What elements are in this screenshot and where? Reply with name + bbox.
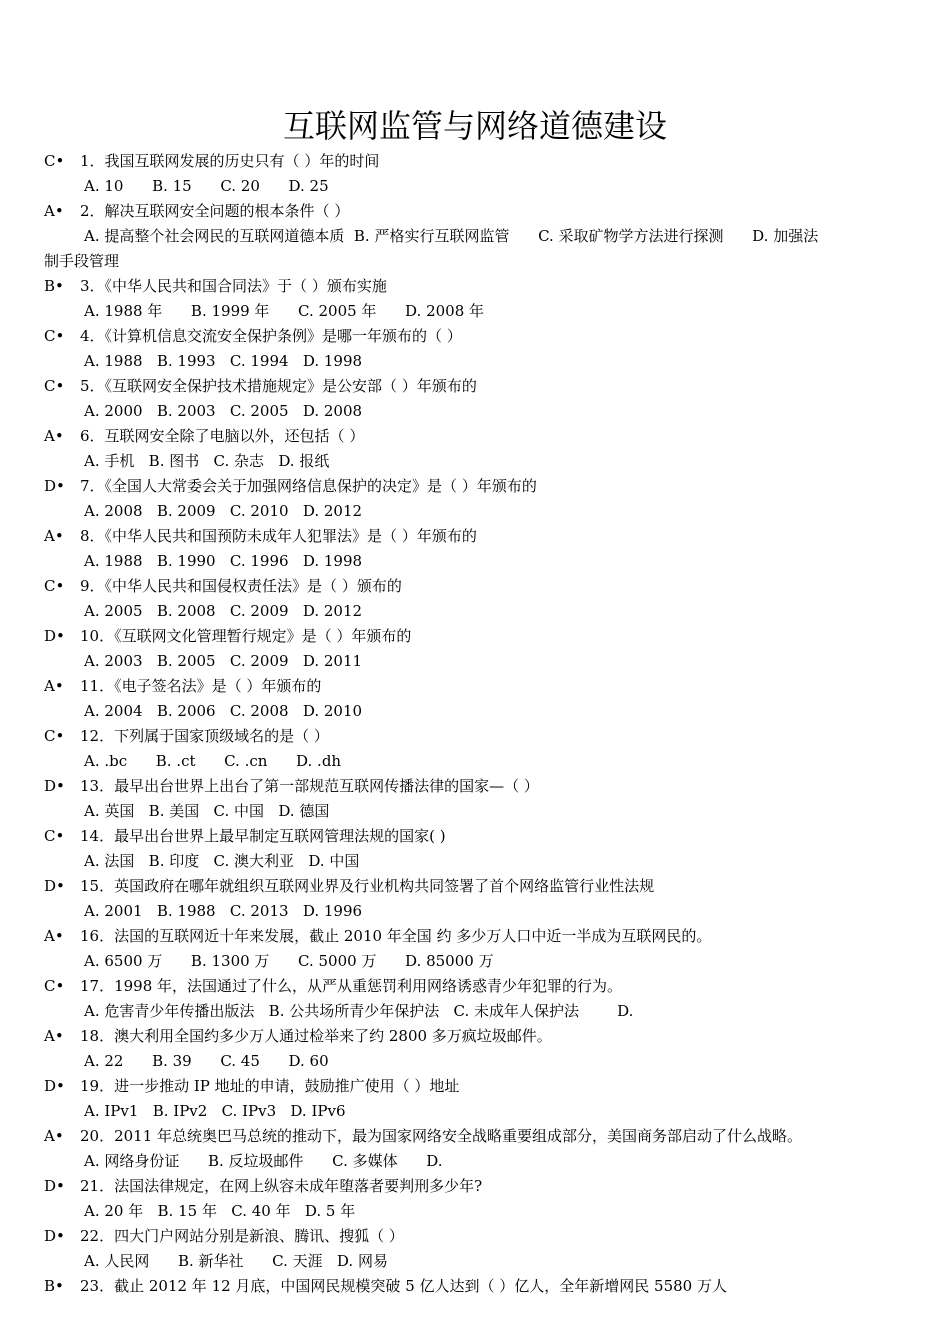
question-line	[44, 624, 910, 649]
question-options	[44, 899, 910, 924]
question-item	[44, 724, 910, 774]
question-line	[44, 1274, 910, 1299]
options-continuation: 制手段管理	[44, 252, 120, 270]
question-line	[44, 1024, 910, 1049]
question-line	[44, 674, 910, 699]
question-item	[44, 974, 910, 1024]
question-options	[44, 1249, 910, 1274]
question-text: 18．澳大利用全国约多少万人通过检举来了约 2800 多万疯垃圾邮件。	[80, 1027, 552, 1045]
question-item	[44, 324, 910, 374]
question-options	[44, 599, 910, 624]
answer-marker: C•	[44, 827, 65, 845]
question-line	[44, 874, 910, 899]
answer-marker: C•	[44, 152, 65, 170]
question-item	[44, 874, 910, 924]
question-item	[44, 199, 910, 274]
question-item	[44, 674, 910, 724]
answer-marker: A•	[44, 927, 64, 945]
options-text: A. 法国 B. 印度 C. 澳大利亚 D. 中国	[84, 852, 360, 870]
answer-marker: A•	[44, 677, 64, 695]
options-text: A. 6500 万 B. 1300 万 C. 5000 万 D. 85000 万	[84, 952, 494, 970]
question-line	[44, 1074, 910, 1099]
question-line	[44, 1124, 910, 1149]
question-line	[44, 524, 910, 549]
answer-marker: D•	[44, 627, 65, 645]
question-options	[44, 1199, 910, 1224]
question-list	[44, 149, 910, 1299]
answer-marker: D•	[44, 1227, 65, 1245]
question-item	[44, 1274, 910, 1299]
question-options	[44, 1149, 910, 1174]
question-text: 16．法国的互联网近十年来发展，截止 2010 年全国 约 多少万人口中近一半成为互联网民的。	[80, 927, 712, 945]
options-text: A. 危害青少年传播出版法 B. 公共场所青少年保护法 C. 未成年人保护法 D.	[84, 1002, 634, 1020]
question-item	[44, 774, 910, 824]
question-text: 17．1998 年，法国通过了什么，从严从重惩罚利用网络诱惑青少年犯罪的行为。	[80, 977, 623, 995]
question-line	[44, 149, 910, 174]
question-text: 11．《电子签名法》是（ ）年颁布的	[80, 677, 322, 695]
question-item	[44, 1224, 910, 1274]
question-line	[44, 474, 910, 499]
question-options	[44, 1049, 910, 1074]
question-text: 13．最早出台世界上出台了第一部规范互联网传播法律的国家—（ ）	[80, 777, 539, 795]
question-item	[44, 574, 910, 624]
question-line	[44, 974, 910, 999]
question-options	[44, 174, 910, 199]
question-options	[44, 449, 910, 474]
question-options	[44, 399, 910, 424]
options-text: A. IPv1 B. IPv2 C. IPv3 D. IPv6	[84, 1102, 346, 1120]
question-options	[44, 499, 910, 524]
question-text: 19．进一步推动 IP 地址的申请，鼓励推广使用（ ）地址	[80, 1077, 460, 1095]
question-line	[44, 774, 910, 799]
question-line	[44, 424, 910, 449]
answer-marker: C•	[44, 577, 65, 595]
options-text: A. 1988 年 B. 1999 年 C. 2005 年 D. 2008 年	[84, 302, 485, 320]
question-text: 2．解决互联网安全问题的根本条件（ ）	[80, 202, 350, 220]
answer-marker: D•	[44, 1077, 65, 1095]
question-item	[44, 824, 910, 874]
question-item	[44, 274, 910, 324]
question-options	[44, 749, 910, 774]
answer-marker: C•	[44, 377, 65, 395]
question-text: 7．《全国人大常委会关于加强网络信息保护的决定》是（ ）年颁布的	[80, 477, 537, 495]
question-text: 22．四大门户网站分别是新浪、腾讯、搜狐（ ）	[80, 1227, 404, 1245]
options-text: A. 2000 B. 2003 C. 2005 D. 2008	[84, 402, 363, 420]
answer-marker: D•	[44, 777, 65, 795]
question-options	[44, 649, 910, 674]
question-options	[44, 949, 910, 974]
question-line	[44, 824, 910, 849]
options-text: A. 2003 B. 2005 C. 2009 D. 2011	[84, 652, 363, 670]
answer-marker: D•	[44, 1177, 65, 1195]
question-item	[44, 474, 910, 524]
answer-marker: C•	[44, 327, 65, 345]
question-line	[44, 724, 910, 749]
question-text: 14．最早出台世界上最早制定互联网管理法规的国家( )	[80, 827, 446, 845]
question-options	[44, 549, 910, 574]
question-item	[44, 374, 910, 424]
question-text: 8．《中华人民共和国预防未成年人犯罪法》是（ ）年颁布的	[80, 527, 477, 545]
question-line	[44, 374, 910, 399]
answer-marker: B•	[44, 1277, 64, 1295]
question-options	[44, 349, 910, 374]
question-text: 23．截止 2012 年 12 月底，中国网民规模突破 5 亿人达到（ ）亿人，全年新增网民 5580 万人	[80, 1277, 727, 1295]
question-item	[44, 624, 910, 674]
options-text: A. 1988 B. 1990 C. 1996 D. 1998	[84, 552, 363, 570]
question-item	[44, 1174, 910, 1224]
options-text: A. .bc B. .ct C. .cn D. .dh	[84, 752, 342, 770]
answer-marker: B•	[44, 277, 64, 295]
question-item	[44, 1074, 910, 1124]
answer-marker: A•	[44, 427, 64, 445]
answer-marker: D•	[44, 877, 65, 895]
question-item	[44, 149, 910, 199]
question-options	[44, 999, 910, 1024]
question-text: 6．互联网安全除了电脑以外，还包括（ ）	[80, 427, 365, 445]
options-text: A. 手机 B. 图书 C. 杂志 D. 报纸	[84, 452, 330, 470]
question-text: 12．下列属于国家顶级域名的是（ ）	[80, 727, 329, 745]
question-line	[44, 924, 910, 949]
question-text: 5．《互联网安全保护技术措施规定》是公安部（ ）年颁布的	[80, 377, 477, 395]
question-line	[44, 1174, 910, 1199]
question-text: 20．2011 年总统奥巴马总统的推动下，最为国家网络安全战略重要组成部分，美国商务部启动了什么战略。	[80, 1127, 803, 1145]
question-options	[44, 699, 910, 724]
question-item	[44, 1124, 910, 1174]
question-text: 15．英国政府在哪年就组织互联网业界及行业机构共同签署了首个网络监管行业性法规	[80, 877, 655, 895]
options-text: A. 10 B. 15 C. 20 D. 25	[84, 177, 329, 195]
question-line	[44, 574, 910, 599]
answer-marker: C•	[44, 727, 65, 745]
options-text: A. 2005 B. 2008 C. 2009 D. 2012	[84, 602, 363, 620]
question-text: 21．法国法律规定，在网上纵容未成年堕落者要判刑多少年?	[80, 1177, 483, 1195]
question-options	[44, 1099, 910, 1124]
question-options	[44, 849, 910, 874]
question-line	[44, 324, 910, 349]
question-item	[44, 924, 910, 974]
question-text: 3．《中华人民共和国合同法》于（ ）颁布实施	[80, 277, 387, 295]
answer-marker: C•	[44, 977, 65, 995]
options-text: A. 2001 B. 1988 C. 2013 D. 1996	[84, 902, 363, 920]
options-text: A. 22 B. 39 C. 45 D. 60	[84, 1052, 329, 1070]
options-text: A. 1988 B. 1993 C. 1994 D. 1998	[84, 352, 363, 370]
options-text: A. 2008 B. 2009 C. 2010 D. 2012	[84, 502, 363, 520]
question-line	[44, 274, 910, 299]
options-text: A. 人民网 B. 新华社 C. 天涯 D. 网易	[84, 1252, 388, 1270]
question-item	[44, 524, 910, 574]
question-options	[44, 299, 910, 324]
question-line	[44, 199, 910, 224]
question-item	[44, 1024, 910, 1074]
question-item	[44, 424, 910, 474]
answer-marker: A•	[44, 1127, 64, 1145]
question-text: 4．《计算机信息交流安全保护条例》是哪一年颁布的（ ）	[80, 327, 462, 345]
question-line	[44, 1224, 910, 1249]
question-options	[44, 799, 910, 824]
answer-marker: A•	[44, 202, 64, 220]
answer-marker: D•	[44, 477, 65, 495]
answer-marker: A•	[44, 1027, 64, 1045]
options-text: A. 2004 B. 2006 C. 2008 D. 2010	[84, 702, 363, 720]
answer-marker: A•	[44, 527, 64, 545]
options-text: A. 英国 B. 美国 C. 中国 D. 德国	[84, 802, 330, 820]
question-text: 1．我国互联网发展的历史只有（ ）年的时间	[80, 152, 380, 170]
question-text: 9．《中华人民共和国侵权责任法》是（ ）颁布的	[80, 577, 402, 595]
options-text: A. 网络身份证 B. 反垃圾邮件 C. 多媒体 D.	[84, 1152, 443, 1170]
options-text: A. 20 年 B. 15 年 C. 40 年 D. 5 年	[84, 1202, 356, 1220]
question-options	[44, 224, 910, 274]
document-title: 互联网监管与网络道德建设	[282, 107, 667, 145]
options-text: A. 提高整个社会网民的互联网道德本质 B. 严格实行互联网监管 C. 采取矿物学方法进行探测 D. 加强法	[84, 227, 819, 245]
question-text: 10．《互联网文化管理暂行规定》是（ ）年颁布的	[80, 627, 412, 645]
